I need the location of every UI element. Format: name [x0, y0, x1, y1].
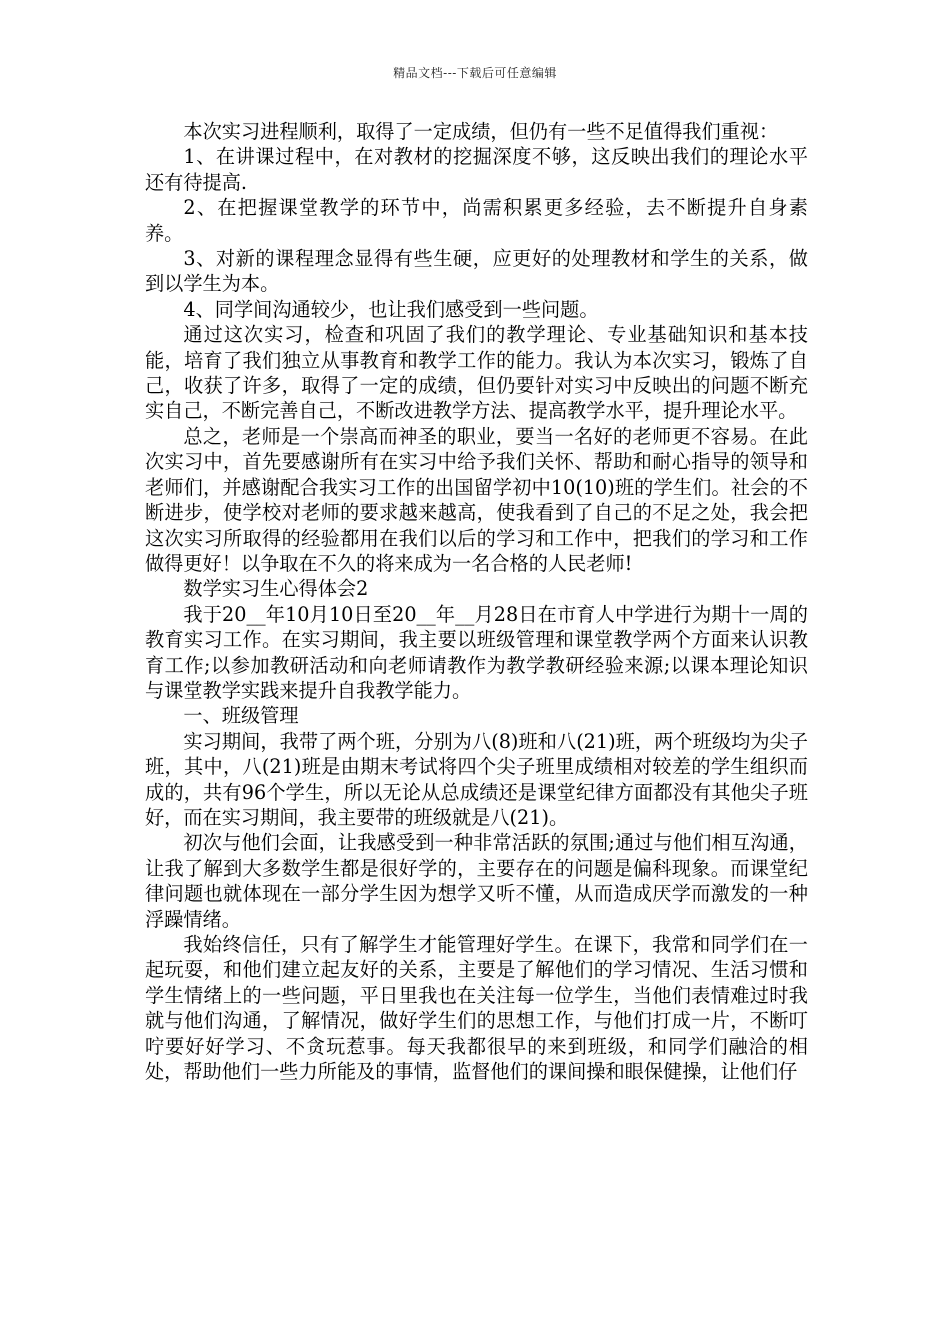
paragraph: 实习期间，我带了两个班，分别为八(8)班和八(21)班，两个班级均为尖子班，其中，八(21)班是由期末考试将四个尖子班里成绩相对较差的学生组织而成的，共有96个学生，所以无论从总成绩还是课堂纪律方面都没有其他尖子班好，而在实习期间，我主要带的班级就是八(21)。 [145, 729, 808, 829]
document-body [145, 119, 808, 1084]
paragraph: 我于20__年10月10日至20__年__月28日在市育人中学进行为期十一周的教育实习工作。在实习期间，我主要以班级管理和课堂教学两个方面来认识教育工作;以参加教研活动和向老师请教作为教学教研经验来源;以课本理论知识与课堂教学实践来提升自我教学能力。 [145, 602, 808, 702]
page-header: 精品文档---下载后可任意编辑 [393, 66, 557, 80]
list-item: 4、同学间沟通较少，也让我们感受到一些问题。 [183, 297, 599, 321]
paragraph: 本次实习进程顺利，取得了一定成绩，但仍有一些不足值得我们重视： [183, 120, 779, 143]
paragraph: 通过这次实习，检查和巩固了我们的教学理论、专业基础知识和基本技能，培育了我们独立从事教育和教学工作的能力。我认为本次实习，锻炼了自己，收获了许多，取得了一定的成绩，但仍要针对实习中反映出的问题不断充实自己，不断完善自己，不断改进教学方法、提高教学水平，提升理论水平。 [145, 323, 808, 423]
list-item: 2、在把握课堂教学的环节中，尚需积累更多经验，去不断提升自身素养。 [145, 196, 808, 245]
list-item: 3、对新的课程理念显得有些生硬，应更好的处理教材和学生的关系，做到以学生为本。 [145, 247, 808, 296]
paragraph: 总之，老师是一个崇高而神圣的职业，要当一名好的老师更不容易。在此次实习中，首先要感谢所有在实习中给予我们关怀、帮助和耐心指导的领导和老师们，并感谢配合我实习工作的出国留学初中10(10)班的学生们。社会的不断进步，使学校对老师的要求越来越高，使我看到了自己的不足之处，我会把这次实习所取得的经验都用在我们以后的学习和工作中，把我们的学习和工作做得更好！以争取在不久的将来成为一名合格的人民老师! [145, 424, 808, 575]
section-heading: 一、班级管理 [183, 704, 299, 728]
list-item: 1、在讲课过程中，在对教材的挖掘深度不够，这反映出我们的理论水平还有待提高. [145, 145, 808, 194]
section-title: 数学实习生心得体会2 [183, 577, 369, 601]
paragraph: 初次与他们会面，让我感受到一种非常活跃的氛围;通过与他们相互沟通，让我了解到大多数学生都是很好学的，主要存在的问题是偏科现象。而课堂纪律问题也就体现在一部分学生因为想学又听不懂，从而造成厌学而激发的一种浮躁情绪。 [145, 831, 808, 931]
paragraph: 我始终信任，只有了解学生才能管理好学生。在课下，我常和同学们在一起玩耍，和他们建立起友好的关系，主要是了解他们的学习情况、生活习惯和学生情绪上的一些问题，平日里我也在关注每一位学生，当他们表情难过时我就与他们沟通，了解情况，做好学生们的思想工作，与他们打成一片，不断叮咛要好好学习、不贪玩惹事。每天我都很早的来到班级，和同学们融洽的相处，帮助他们一些力所能及的事情，监督他们的课间操和眼保健操，让他们仔 [145, 933, 808, 1084]
